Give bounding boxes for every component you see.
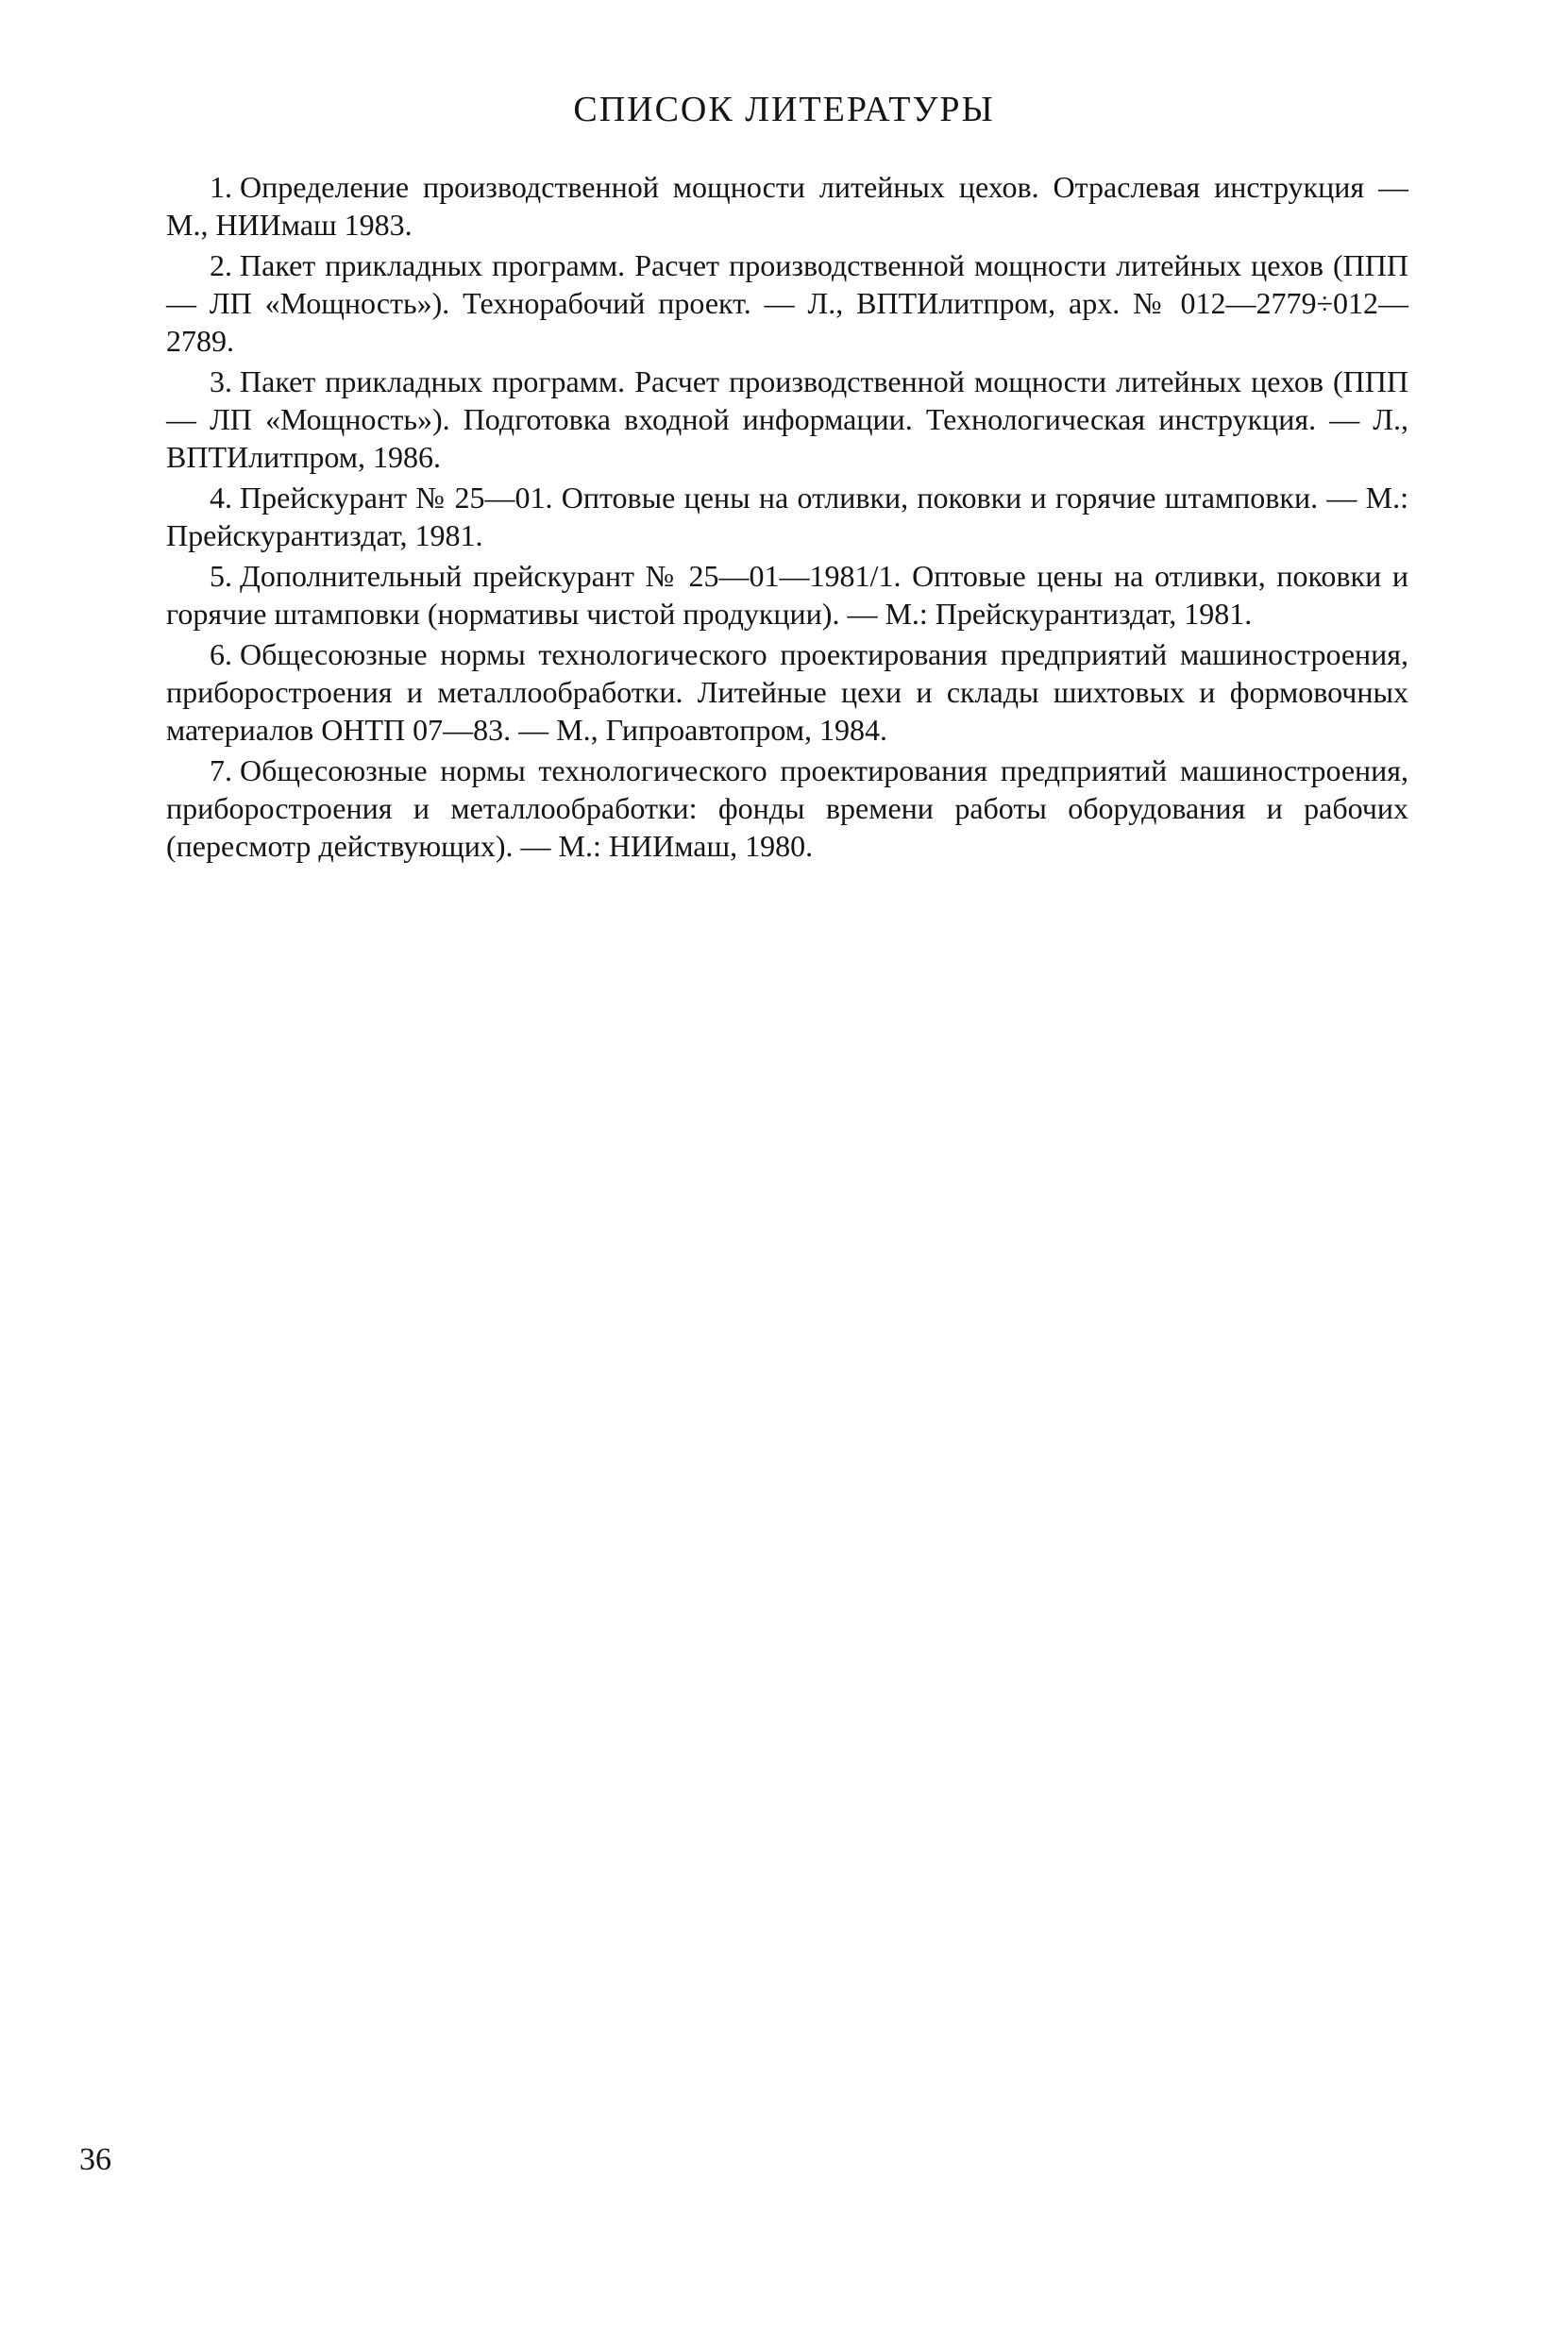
reference-item-4 <box>166 479 1408 554</box>
page-number: 36 <box>79 2142 111 2177</box>
reference-text: Определение производственной мощности литейных цехов. Отраслевая инструкция — М., НИИмаш 1983. <box>166 170 1408 242</box>
reference-number: 3. <box>210 364 232 398</box>
reference-number: 2. <box>210 248 232 282</box>
reference-item-7 <box>166 751 1408 865</box>
reference-item-2 <box>166 246 1408 360</box>
reference-number: 1. <box>210 170 232 204</box>
reference-text: Дополнительный прейскурант № 25—01—1981/1. Оптовые цены на отливки, поковки и горячие штамповки (нормативы чистой продукции). — М.: Прейскурантиздат, 1981. <box>166 559 1408 631</box>
reference-item-6 <box>166 635 1408 749</box>
reference-number: 4. <box>210 481 232 515</box>
reference-item-5 <box>166 557 1408 633</box>
page-title: СПИСОК ЛИТЕРАТУРЫ <box>573 90 995 129</box>
reference-text: Общесоюзные нормы технологического проектирования предприятий машиностроения, приборостроения и металлообработки: фонды времени работы оборудования и рабочих (пересмотр действующих). — М.: НИИмаш, 1980. <box>166 753 1408 863</box>
reference-text: Общесоюзные нормы технологического проектирования предприятий машиностроения, приборостроения и металлообработки. Литейные цехи и склады шихтовых и формовочных материалов ОНТП 07—83. — М., Гипроавтопром, 1984. <box>166 637 1408 747</box>
reference-text: Пакет прикладных программ. Расчет производственной мощности литейных цехов (ППП — ЛП «Мощность»). Подготовка входной информации. Технологическая инструкция. — Л., ВПТИлитпром, 1986. <box>166 364 1408 474</box>
reference-number: 7. <box>210 753 232 787</box>
reference-number: 6. <box>210 637 232 671</box>
reference-list <box>166 168 1408 868</box>
reference-text: Пакет прикладных программ. Расчет производственной мощности литейных цехов (ППП — ЛП «Мощность»). Технорабочий проект. — Л., ВПТИлитпром, арх. № 012—2779÷012—2789. <box>166 248 1408 358</box>
reference-number: 5. <box>210 559 232 593</box>
reference-item-3 <box>166 363 1408 476</box>
reference-text: Прейскурант № 25—01. Оптовые цены на отливки, поковки и горячие штамповки. — М.: Прейскурантиздат, 1981. <box>166 481 1408 552</box>
reference-item-1 <box>166 168 1408 244</box>
